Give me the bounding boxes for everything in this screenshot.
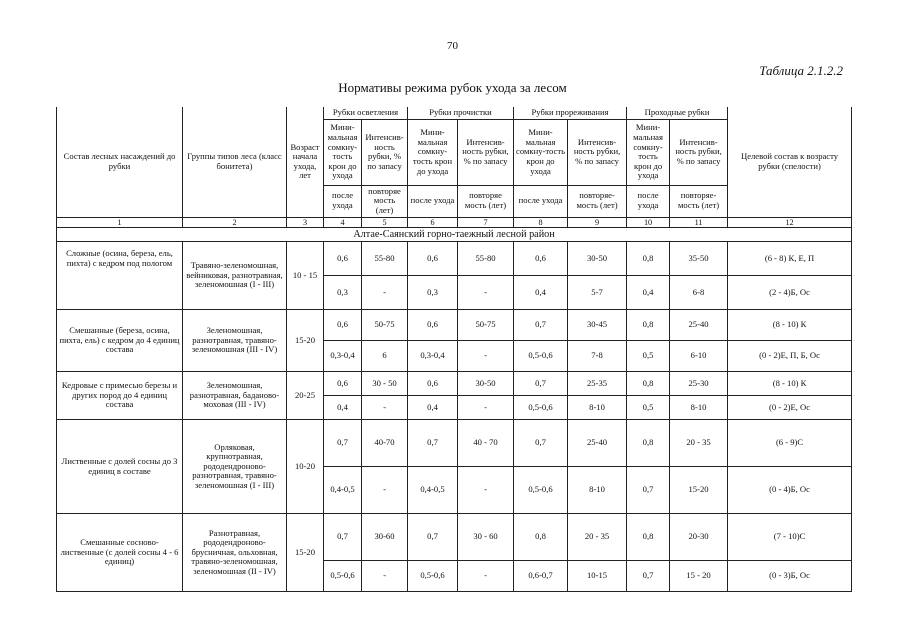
value-cell: 20 - 35 — [670, 420, 728, 467]
value-cell: 0,7 — [514, 372, 568, 396]
column-number: 8 — [514, 217, 568, 227]
value-cell: 10-15 — [568, 561, 627, 592]
forest-types-cell: Травяно-зеленомошная, вейниковая, разнотравная, зеленомошная (I - III) — [183, 242, 287, 310]
target-composition-cell: (0 - 4)Б, Ос — [728, 467, 852, 514]
forest-types-cell: Орляковая, крупнотравная, рододендроново-разнотравная, травяно-зеленомошная (I - III) — [183, 420, 287, 514]
table-label: Таблица 2.1.2.2 — [759, 63, 843, 78]
value-cell: - — [458, 341, 514, 372]
column-number: 12 — [728, 217, 852, 227]
value-cell: 30 - 60 — [458, 514, 514, 561]
header-intensity: Интенсив-ность рубки, % по запасу — [670, 119, 728, 185]
value-cell: 0,7 — [627, 561, 670, 592]
value-cell: 0,7 — [408, 420, 458, 467]
header-target-composition: Целевой состав к возрасту рубки (спелости) — [728, 107, 852, 217]
value-cell: 0,8 — [627, 242, 670, 276]
header-start-age: Возраст начала ухода, лет — [287, 107, 324, 217]
header-after-care: после ухода — [408, 185, 458, 217]
value-cell: 5-7 — [568, 276, 627, 310]
value-cell: 0,6 — [408, 310, 458, 341]
table-row — [57, 276, 852, 310]
column-number: 4 — [324, 217, 362, 227]
header-after-care: после ухода — [627, 185, 670, 217]
value-cell: 30-60 — [362, 514, 408, 561]
value-cell: 0,6 — [324, 242, 362, 276]
target-composition-cell: (0 - 2)Е, П, Б, Ос — [728, 341, 852, 372]
value-cell: 7-8 — [568, 341, 627, 372]
header-group-lightening: Рубки осветления — [324, 107, 408, 119]
value-cell: 0,6 — [324, 372, 362, 396]
thinning-norms-table — [56, 107, 852, 592]
value-cell: 40 - 70 — [458, 420, 514, 467]
column-number: 11 — [670, 217, 728, 227]
value-cell: 0,3 — [408, 276, 458, 310]
table-row — [57, 372, 852, 396]
value-cell: 8-10 — [568, 467, 627, 514]
value-cell: 15-20 — [670, 467, 728, 514]
value-cell: 0,4-0,5 — [324, 467, 362, 514]
header-group-cleaning: Рубки прочистки — [408, 107, 514, 119]
value-cell: 25-35 — [568, 372, 627, 396]
header-min-density: Мини-мальная сомкну-тость крон до ухода — [627, 119, 670, 185]
header-group-passage: Проходные рубки — [627, 107, 728, 119]
value-cell: 0,4 — [408, 396, 458, 420]
table-row — [57, 310, 852, 341]
header-after-care: после ухода — [324, 185, 362, 217]
column-number: 3 — [287, 217, 324, 227]
value-cell: 30-50 — [568, 242, 627, 276]
start-age-cell: 15-20 — [287, 310, 324, 372]
start-age-cell: 10-20 — [287, 420, 324, 514]
column-number: 5 — [362, 217, 408, 227]
value-cell: 0,6-0,7 — [514, 561, 568, 592]
region-title: Алтае-Саянский горно-таежный лесной район — [57, 227, 852, 241]
target-composition-cell: (8 - 10) К — [728, 372, 852, 396]
value-cell: 0,6 — [408, 242, 458, 276]
header-intensity: Интенсив-ность рубки, % по запасу — [458, 119, 514, 185]
target-composition-cell: (6 - 9)С — [728, 420, 852, 467]
value-cell: 0,6 — [324, 310, 362, 341]
value-cell: 0,5-0,6 — [408, 561, 458, 592]
value-cell: 0,5-0,6 — [514, 467, 568, 514]
forest-types-cell: Разнотравная, рододендроново-брусничная, ольховная, травяно-зеленомошная, зеленомошная (II - IV) — [183, 514, 287, 592]
value-cell: - — [458, 276, 514, 310]
value-cell: 0,6 — [408, 372, 458, 396]
value-cell: 0,3-0,4 — [408, 341, 458, 372]
column-number: 1 — [57, 217, 183, 227]
value-cell: 0,7 — [627, 467, 670, 514]
value-cell: 20-30 — [670, 514, 728, 561]
header-repeat-interval: повторяе-мость (лет) — [568, 185, 627, 217]
value-cell: 0,5 — [627, 341, 670, 372]
header-composition: Состав лесных насаждений до рубки — [57, 107, 183, 217]
header-intensity: Интенсив-ность рубки, % по запасу — [568, 119, 627, 185]
composition-cell: Смешанные (береза, осина, пихта, ель) с кедром до 4 единиц состава — [57, 310, 183, 372]
value-cell: - — [458, 396, 514, 420]
composition-cell: Лиственные с долей сосны до 3 единиц в составе — [57, 420, 183, 514]
header-min-density: Мини-мальная сомкну-тость крон до ухода — [324, 119, 362, 185]
value-cell: 0,5-0,6 — [324, 561, 362, 592]
header-forest-types: Группы типов леса (класс бонитета) — [183, 107, 287, 217]
table-row — [57, 242, 852, 276]
value-cell: 0,6 — [514, 242, 568, 276]
composition-cell: Кедровые с примесью березы и других пород до 4 единиц состава — [57, 372, 183, 420]
value-cell: - — [362, 561, 408, 592]
value-cell: 25-30 — [670, 372, 728, 396]
target-composition-cell: (8 - 10) К — [728, 310, 852, 341]
value-cell: 0,8 — [627, 310, 670, 341]
header-intensity: Интенсив-ность рубки, % по запасу — [362, 119, 408, 185]
value-cell: 40-70 — [362, 420, 408, 467]
target-composition-cell: (7 - 10)С — [728, 514, 852, 561]
value-cell: 0,3-0,4 — [324, 341, 362, 372]
value-cell: - — [458, 467, 514, 514]
header-repeat-interval: повторяе мость (лет) — [362, 185, 408, 217]
value-cell: 6 — [362, 341, 408, 372]
column-number: 7 — [458, 217, 514, 227]
value-cell: 20 - 35 — [568, 514, 627, 561]
start-age-cell: 15-20 — [287, 514, 324, 592]
value-cell: 0,4 — [514, 276, 568, 310]
value-cell: 50-75 — [458, 310, 514, 341]
value-cell: 6-8 — [670, 276, 728, 310]
value-cell: 0,5 — [627, 396, 670, 420]
table-row — [57, 514, 852, 561]
column-number: 9 — [568, 217, 627, 227]
target-composition-cell: (2 - 4)Б, Ос — [728, 276, 852, 310]
composition-cell: Сложные (осина, береза, ель, пихта) с кедром под пологом — [57, 242, 183, 276]
page-number: 70 — [447, 40, 458, 52]
header-group-thinning: Рубки прореживания — [514, 107, 627, 119]
value-cell: 15 - 20 — [670, 561, 728, 592]
value-cell: 0,5-0,6 — [514, 396, 568, 420]
target-composition-cell: (0 - 2)Е, Ос — [728, 396, 852, 420]
value-cell: 0,3 — [324, 276, 362, 310]
target-composition-cell: (0 - 3)Б, Ос — [728, 561, 852, 592]
value-cell: - — [362, 396, 408, 420]
header-min-density: Мини-мальная сомкну-тость крон до ухода — [408, 119, 458, 185]
composition-cell: Смешанные сосново-лиственные (с долей сосны 4 - 6 единиц) — [57, 514, 183, 592]
value-cell: 55-80 — [362, 242, 408, 276]
forest-types-cell: Зеленомошная, разнотравная, травяно-зеленомошная (III - IV) — [183, 310, 287, 372]
value-cell: 0,7 — [324, 420, 362, 467]
header-after-care: после ухода — [514, 185, 568, 217]
value-cell: 30-45 — [568, 310, 627, 341]
value-cell: 0,8 — [627, 372, 670, 396]
value-cell: - — [362, 276, 408, 310]
value-cell: 30 - 50 — [362, 372, 408, 396]
value-cell: 0,7 — [514, 310, 568, 341]
composition-cell-cont — [57, 276, 183, 310]
column-number: 6 — [408, 217, 458, 227]
header-min-density: Мини-мальная сомкну-тость крон до ухода — [514, 119, 568, 185]
value-cell: 25-40 — [568, 420, 627, 467]
value-cell: 0,7 — [324, 514, 362, 561]
value-cell: 30-50 — [458, 372, 514, 396]
value-cell: 0,8 — [514, 514, 568, 561]
value-cell: 35-50 — [670, 242, 728, 276]
value-cell: 0,7 — [408, 514, 458, 561]
start-age-cell: 20-25 — [287, 372, 324, 420]
value-cell: 0,5-0,6 — [514, 341, 568, 372]
header-repeat-interval: повторяе-мость (лет) — [670, 185, 728, 217]
value-cell: 8-10 — [670, 396, 728, 420]
value-cell: 0,4 — [627, 276, 670, 310]
target-composition-cell: (6 - 8) К, Е, П — [728, 242, 852, 276]
header-repeat-interval: повторяе мость (лет) — [458, 185, 514, 217]
value-cell: 50-75 — [362, 310, 408, 341]
value-cell: 0,4 — [324, 396, 362, 420]
value-cell: 8-10 — [568, 396, 627, 420]
column-number: 2 — [183, 217, 287, 227]
document-title: Нормативы режима рубок ухода за лесом — [338, 80, 567, 95]
value-cell: 6-10 — [670, 341, 728, 372]
start-age-cell: 10 - 15 — [287, 242, 324, 310]
value-cell: 25-40 — [670, 310, 728, 341]
value-cell: 55-80 — [458, 242, 514, 276]
value-cell: 0,8 — [627, 514, 670, 561]
value-cell: - — [458, 561, 514, 592]
value-cell: 0,4-0,5 — [408, 467, 458, 514]
value-cell: - — [362, 467, 408, 514]
column-number: 10 — [627, 217, 670, 227]
value-cell: 0,7 — [514, 420, 568, 467]
table-row — [57, 420, 852, 467]
forest-types-cell: Зеленомошная, разнотравная, баданово-моховая (III - IV) — [183, 372, 287, 420]
value-cell: 0,8 — [627, 420, 670, 467]
